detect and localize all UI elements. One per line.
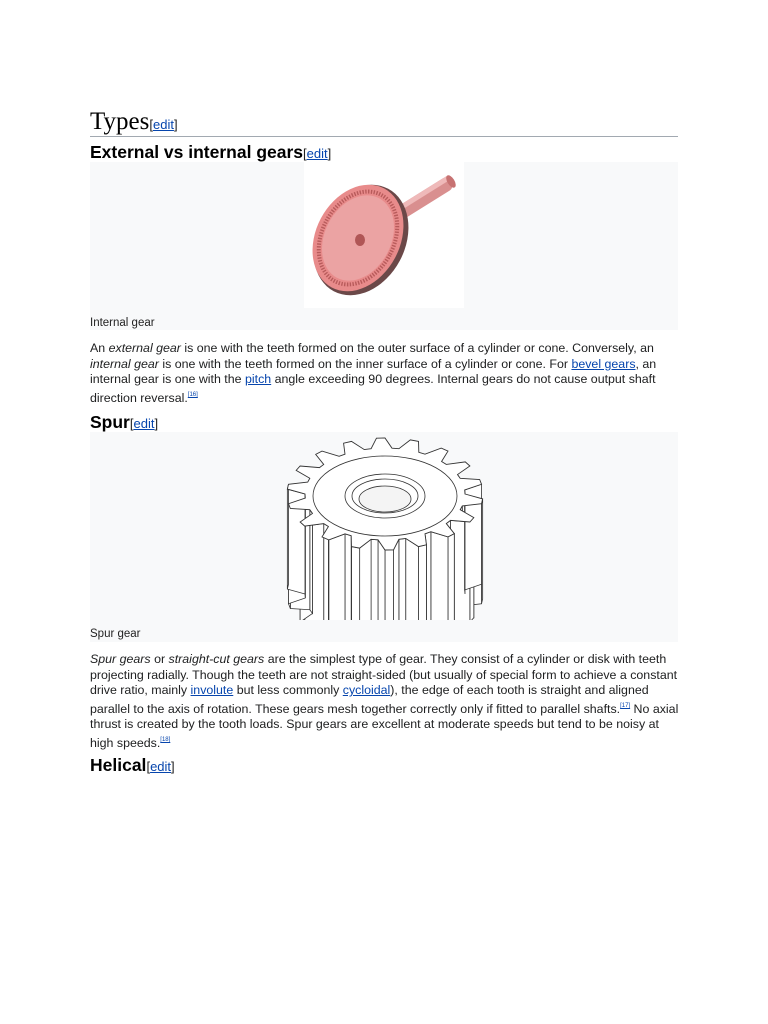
text: but less commonly	[233, 683, 343, 698]
subheading-helical	[90, 754, 175, 778]
paragraph-spur	[90, 652, 680, 752]
edit-section-helical: [edit]	[146, 759, 175, 774]
spur-gear-illustration[interactable]	[280, 432, 490, 620]
term-straight-cut-gears: straight-cut gears	[168, 652, 265, 666]
caption-internal-gear: Internal gear	[90, 317, 155, 329]
edit-link-spur[interactable]: edit	[133, 416, 155, 431]
figure-internal-gear	[90, 162, 678, 330]
section-heading-types	[90, 108, 678, 137]
term-spur-gears: Spur gears	[90, 652, 151, 666]
edit-section-external: [edit]	[303, 146, 332, 161]
link-involute[interactable]: involute	[190, 683, 234, 698]
reference-18[interactable]: [18]	[160, 736, 171, 743]
reference-16[interactable]: [16]	[187, 391, 198, 398]
section-title: Types	[90, 108, 150, 135]
edit-section-spur: [edit]	[129, 416, 159, 431]
reference-17[interactable]: [17]	[620, 702, 631, 709]
text: or	[150, 652, 169, 666]
text: is one with the teeth formed on the outer surface of a cylinder or cone. Conversely, an	[180, 341, 654, 355]
link-bevel-gears[interactable]: bevel gears	[571, 356, 636, 371]
term-internal-gear: internal gear	[90, 356, 159, 371]
internal-gear-illustration[interactable]	[304, 162, 464, 308]
text: are the simplest type of gear. They consist of a cylinder or disk with teeth projecting radially. Though the teeth are not straight-sided (but usually of special form to achieve a constant drive ratio, mainly	[90, 652, 678, 698]
figure-spur-gear	[90, 432, 678, 642]
text: ), the edge of each tooth is straight and aligned parallel to the axis of rotation. These gears mesh together correctly only if fitted to parallel shafts.	[90, 683, 649, 716]
text: An	[90, 341, 109, 355]
subheading-title: Helical	[90, 755, 147, 775]
text: angle exceeding 90 degrees. Internal gears do not cause output shaft direction reversal.	[90, 372, 656, 405]
link-cycloidal[interactable]: cycloidal	[342, 683, 391, 698]
paragraph-external-internal	[90, 341, 680, 406]
text: No axial thrust is created by the tooth loads. Spur gears are excellent at moderate speeds but tend to be noisy at high speeds.	[90, 701, 679, 750]
edit-section-types: [edit]	[149, 117, 178, 132]
text: , an internal gear is one with the	[90, 356, 657, 387]
edit-link-types[interactable]: edit	[152, 117, 174, 132]
subheading-title: External vs internal gears	[90, 142, 304, 162]
term-external-gear: external gear	[108, 341, 181, 355]
edit-link-helical[interactable]: edit	[150, 759, 172, 774]
text: is one with the teeth formed on the inner surface of a cylinder or cone. For	[158, 356, 572, 371]
link-pitch[interactable]: pitch	[244, 372, 272, 387]
caption-spur-gear: Spur gear	[90, 628, 141, 640]
edit-link-external[interactable]: edit	[306, 146, 328, 161]
subheading-title: Spur	[90, 412, 130, 432]
